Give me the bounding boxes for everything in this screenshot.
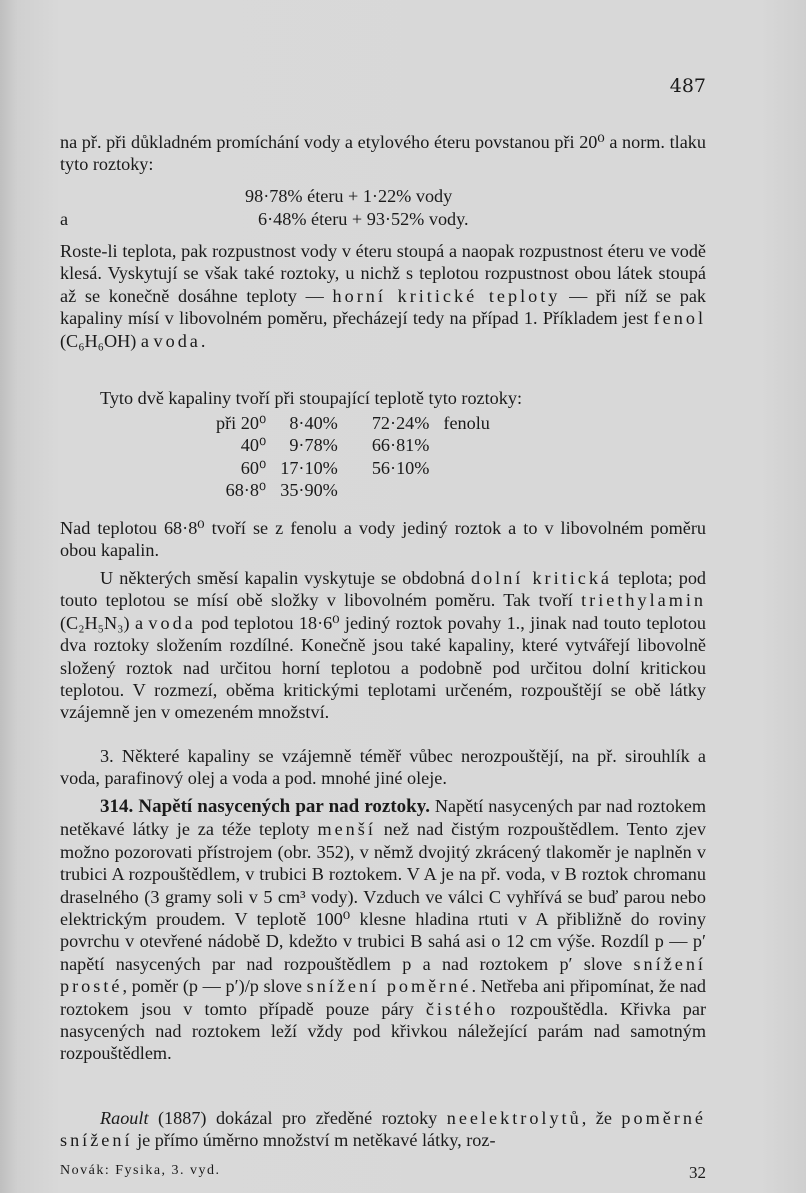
table-cell (443, 457, 503, 479)
solution-table (216, 412, 504, 502)
table-cell: 72·24% (371, 413, 430, 433)
text: 3. Některé kapaliny se vzájemně téměř vůbec nerozpouštějí, na př. sirouhlík a voda, parafinový olej a voda a pod. mnohé jiné oleje. (60, 746, 706, 789)
text: , poměr (p — p′)/p slove (122, 976, 302, 997)
table-cell: 9·78% (289, 435, 338, 456)
spaced-text: horní kritické teploty (332, 285, 561, 306)
text: pod teplotou 18·6⁰ jediný roztok povahy 1., jinak nad touto teplotou dva roztoky složením rozdílné. Konečně jsou také kapaliny, které vytvářejí libovolně složený roztok nad určitou horní teplotou a podobně pod určitou dolní kritickou teplotou. V rozmezí, oběma kritickými teplotami určeném, rozpouštějí se obě látky vzájemně jen v omezeném množství. (60, 612, 707, 723)
spaced-text: voda (148, 612, 196, 633)
intro-paragraph: na př. při důkladném promíchání vody a etylového éteru povstanou při 20⁰ a norm. tlaku tyto roztoky: (60, 132, 706, 175)
spaced-text: dolní kritická (470, 568, 612, 588)
text: (C₂H₅N₃) a (60, 612, 144, 633)
spaced-text: snížení prosté (60, 953, 706, 997)
paragraph-u (60, 567, 706, 724)
table-row (216, 457, 504, 479)
table-cell: 8·40% (289, 413, 338, 433)
table-cell: 60⁰ (240, 457, 267, 478)
table-cell (443, 479, 503, 501)
spaced-text: poměrné snížení (60, 1108, 707, 1151)
paragraph-3 (60, 745, 706, 790)
signature-number: 32 (689, 1163, 706, 1182)
section-314 (60, 795, 706, 1065)
spaced-text: menší (317, 819, 376, 840)
text: Napětí nasycených par nad roztokem netěkavé látky je za téže teploty (60, 796, 707, 840)
spaced-text: snížení poměrné (306, 976, 472, 997)
table-cell: 35·90% (280, 480, 338, 501)
formula-line-2-prefix: a (60, 209, 69, 229)
paragraph-raoult (60, 1107, 706, 1152)
spaced-text: triethylamin (581, 590, 707, 611)
text: teplota; pod touto teplotou se mísí obě složky v libovolném poměru. Tak tvoří (60, 568, 707, 611)
formula-line-2: 6·48% éteru + 93·52% vody. (258, 209, 469, 229)
paragraph-nad: Nad teplotou 68·8⁰ tvoří se z fenolu a vody jediný roztok a to v libovolném poměru obou kapalin. (60, 518, 706, 561)
spaced-text: fenol (653, 308, 706, 329)
table-row (216, 412, 504, 434)
text: je přímo úměrno množství m netěkavé látky, roz- (137, 1130, 496, 1151)
text: . (200, 330, 206, 351)
table-cell (443, 434, 503, 456)
text: Roste-li teplota, pak rozpustnost vody v éteru stoupá a naopak rozpustnost éteru ve vodě klesá. Vyskytují se však také roztoky, u nichž s teplotou rozpustnost obou látek stoupá až se konečně dosáhne teploty — (60, 241, 706, 306)
text: . Netřeba ani připomínat, že nad roztokem jsou v tomto případě pouze páry (60, 976, 707, 1019)
text: U některých směsí kapalin vyskytuje se obdobná (100, 568, 465, 588)
paragraph-roste (60, 240, 706, 352)
text: (C₆H₆OH) a (60, 330, 149, 351)
table-cell (352, 479, 444, 501)
table-cell: při 20⁰ (216, 413, 267, 433)
table-cell: 56·10% (371, 457, 430, 478)
table-cell: fenolu (443, 413, 490, 433)
page-number: 487 (669, 75, 706, 97)
paragraph-tyto (60, 387, 706, 409)
text: než nad čistým rozpouštědlem. Tento zjev možno pozorovati přístrojem (obr. 352), v němž dvojitý zkrácený tlakoměr je naplněn v trubici A rozpouštědlem, v trubici B roztokem. V A je na př. voda, v B roztok chromanu draselného (3 gramy soli v 5 cm³ vody). Vzduch ve válci C vyhřívá se buď parou nebo elektrickým proudem. V teplotě 100⁰ klesne hladina rtuti v A přibližně do roviny povrchu v otevřené nádobě D, kdežto v trubici B sahá asi o 12 cm výše. Rozdíl p — p′ napětí nasycených par nad rozpouštědlem p a nad roztokem p′ slove (60, 819, 707, 974)
text: , že (581, 1108, 612, 1128)
table-row (216, 479, 504, 501)
text: (1887) dokázal pro zředěné roztoky (157, 1108, 438, 1128)
author-name: Raoult (100, 1108, 149, 1128)
table-cell: 68·8⁰ (225, 480, 267, 501)
table-cell: 66·81% (371, 435, 430, 456)
table-cell: 40⁰ (240, 435, 267, 456)
table-row (216, 434, 504, 456)
table-cell: 17·10% (280, 457, 338, 478)
spaced-text: čistého (425, 998, 499, 1019)
text: rozpouštědla. Křivka par nasycených nad roztokem leží vždy pod křivkou náležející parám nad samotným rozpouštědlem. (60, 998, 707, 1064)
spaced-text: neelektrolytů (446, 1108, 582, 1128)
formula-line-1: 98·78% éteru + 1·22% vody (245, 186, 453, 206)
spaced-text: voda (153, 330, 201, 351)
text: Tyto dvě kapaliny tvoří při stoupající teplotě tyto roztoky: (100, 388, 523, 408)
footer (60, 1163, 706, 1182)
text: — při níž se pak kapaliny mísí v libovolném poměru, přecházejí tedy na případ 1. Příkladem jest (60, 285, 707, 329)
footer-source: Novák: Fysika, 3. vyd. (60, 1163, 221, 1178)
section-title: 314. Napětí nasycených par nad roztoky. (100, 796, 430, 817)
